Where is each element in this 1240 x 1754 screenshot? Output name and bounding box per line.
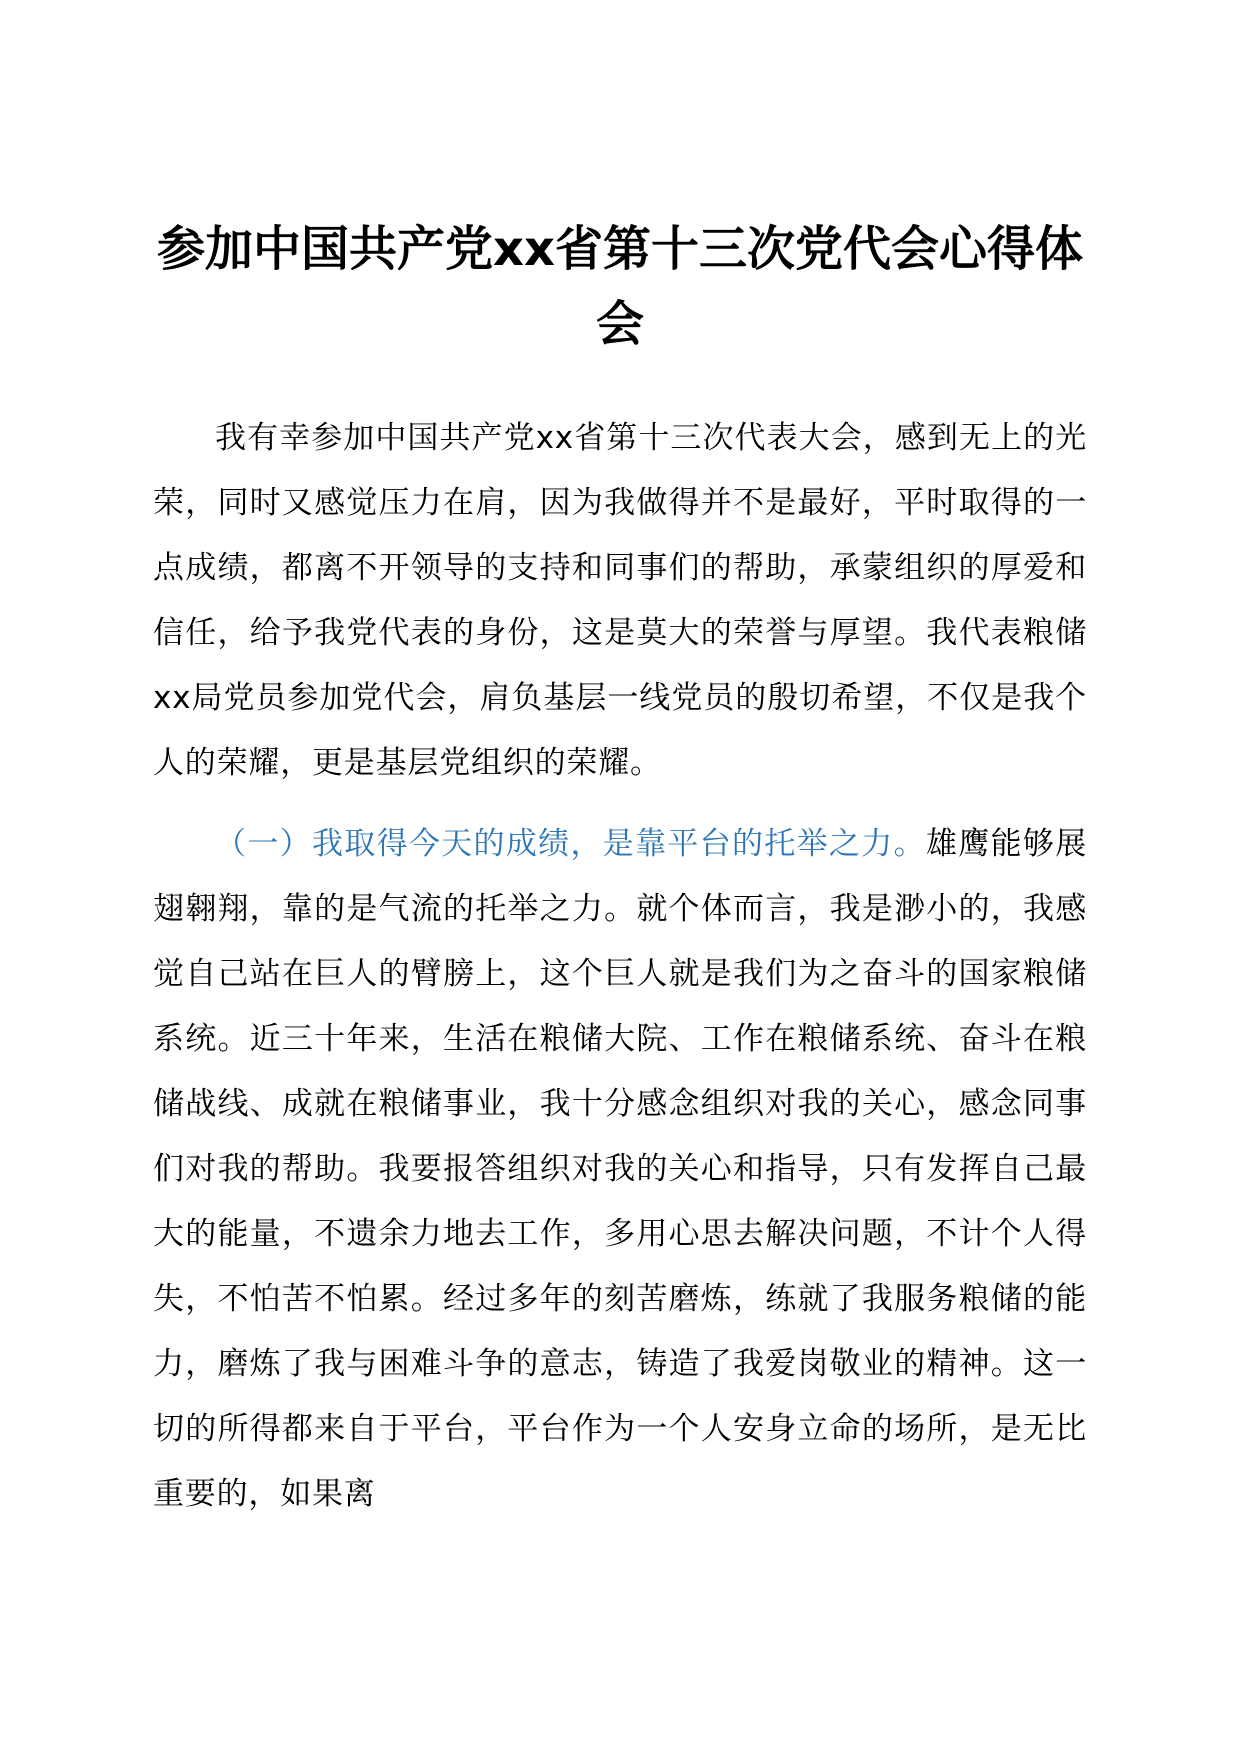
paragraph-section-one [153,812,1087,1527]
section-heading: （一）我取得今天的成绩，是靠平台的托举之力。 [215,826,926,862]
document-title: 参加中国共产党xx省第十三次党代会心得体会 [157,221,1083,352]
paragraph-intro: 我有幸参加中国共产党xx省第十三次代表大会，感到无上的光荣，同时又感觉压力在肩，因为我做得并不是最好，平时取得的一点成绩，都离不开领导的支持和同事们的帮助，承蒙组织的厚爱和信任，给予我党代表的身份，这是莫大的荣誉与厚望。我代表粮储xx局党员参加党代会，肩负基层一线党员的殷切希望，不仅是我个人的荣耀，更是基层党组织的荣耀。 [153,420,1087,781]
section-body: 雄鹰能够展翅翱翔，靠的是气流的托举之力。就个体而言，我是渺小的，我感觉自己站在巨人的臂膀上，这个巨人就是我们为之奋斗的国家粮储系统。近三十年来，生活在粮储大院、工作在粮储系统、奋斗在粮储战线、成就在粮储事业，我十分感念组织对我的关心，感念同事们对我的帮助。我要报答组织对我的关心和指导，只有发挥自己最大的能量，不遗余力地去工作，多用心思去解决问题，不计个人得失，不怕苦不怕累。经过多年的刻苦磨炼，练就了我服务粮储的能力，磨炼了我与困难斗争的意志，铸造了我爱岗敬业的精神。这一切的所得都来自于平台，平台作为一个人安身立命的场所，是无比重要的，如果离 [153,826,1087,1512]
